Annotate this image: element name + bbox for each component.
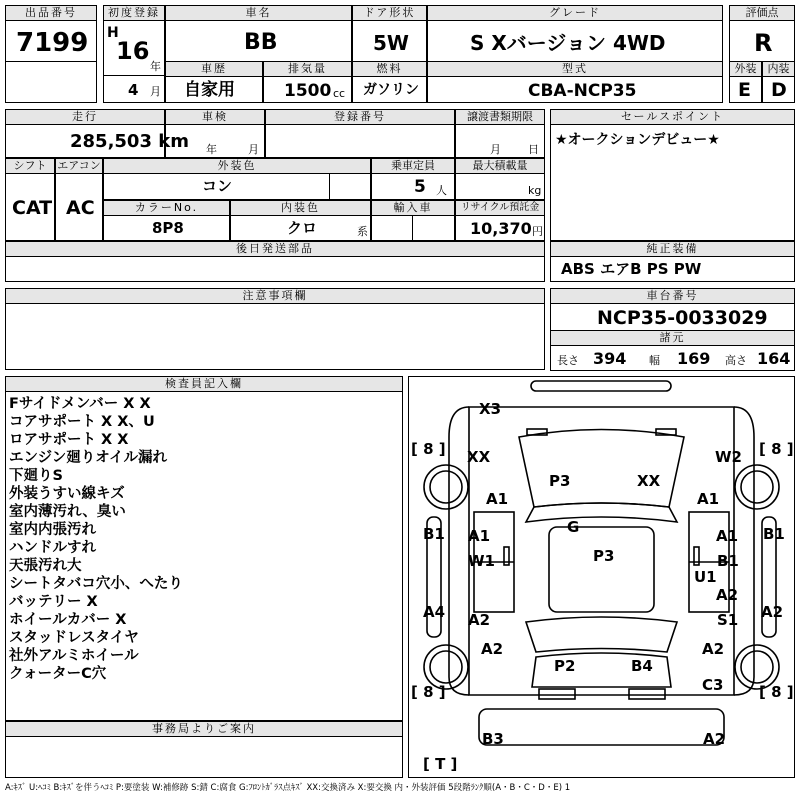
label-c3: C3 (702, 676, 724, 694)
label-a2-right: A2 (761, 603, 784, 621)
fuel-label: 燃料 (352, 61, 427, 77)
right-tail (629, 689, 665, 699)
interior-label: 内装 (762, 61, 795, 77)
inspector-note: 外装うすい線キズ (9, 486, 125, 502)
inspector-label: 検査員記入欄 (5, 376, 403, 392)
width-value: 169 (677, 349, 711, 368)
ac-label: エアコン (55, 158, 103, 174)
reg-no-box (265, 124, 455, 158)
inspection-year: 年 (206, 143, 217, 156)
int-color-value: クロ (287, 219, 318, 237)
model-label: 型式 (427, 61, 723, 77)
length-label: 長さ (557, 354, 579, 367)
capacity-box (371, 173, 455, 200)
label-p3-top: P3 (549, 472, 571, 490)
label-xx-left: XX (467, 448, 491, 466)
fuel-value: ガソリン (363, 82, 419, 98)
door-value: 5W (373, 31, 409, 55)
import-label: 輸入車 (371, 200, 455, 216)
inspector-note: 天張汚れ大 (9, 558, 82, 574)
sales-point-label: セールスポイント (550, 109, 795, 125)
door-label: ドア形状 (352, 5, 427, 21)
exterior-box (729, 76, 762, 103)
ext-color-value: コン (202, 177, 233, 195)
inspection-month: 月 (248, 143, 259, 156)
sales-point-text: ★オークションデビュー★ (555, 132, 720, 148)
displacement-unit: cc (333, 87, 346, 100)
int-color-label: 内装色 (230, 200, 371, 216)
length-value: 394 (593, 349, 627, 368)
inspector-note: エンジン廻りオイル漏れ (9, 450, 168, 466)
car-name-box (165, 20, 352, 62)
chassis-value: NCP35-0033029 (597, 307, 768, 329)
car-name: BB (244, 30, 278, 55)
exterior-value: E (738, 79, 751, 101)
label-a2-rd: A2 (716, 586, 739, 604)
era-letter: H (107, 25, 119, 41)
inspector-box (5, 391, 403, 721)
max-load-label: 最大積載量 (455, 158, 545, 174)
label-a1-ld: A1 (468, 527, 491, 545)
inspector-note: シートタバコ穴小、へたり (9, 576, 183, 592)
first-reg-month-box (103, 75, 165, 103)
inspector-note: ハンドルすれ (9, 540, 96, 556)
max-load-unit: kg (528, 184, 542, 197)
equipment-box (550, 256, 795, 282)
history-value: 自家用 (184, 80, 235, 100)
rear-glass (526, 617, 677, 652)
grade-label: グレード (427, 5, 723, 21)
inspector-note: クォーターC穴 (9, 666, 107, 682)
fuel-box (352, 76, 427, 103)
displacement-value: 1500 (284, 81, 332, 101)
label-p3-mid: P3 (593, 547, 615, 565)
later-parts-label: 後日発送部品 (5, 241, 545, 257)
office-label: 事務局よりご案内 (5, 721, 403, 737)
specs-label: 諸元 (550, 330, 795, 346)
legend: A:ｷｽﾞ U:ﾍｺﾐ B:ｷｽﾞを伴うﾍｺﾐ P:要塗装 W:補修跡 S:錆 C:腐食 G:ﾌﾛﾝﾄｶﾞﾗｽ点ｷｽﾞ XX:交換済み X:要交換 内・外装評価 5段階ﾗﾝｸ順(A・B・C・D・E) 1 (5, 783, 571, 793)
import-box-1 (371, 215, 413, 241)
damage-diagram (408, 376, 795, 778)
grade-box (427, 20, 723, 62)
inspector-note: コアサポート X X、U (9, 414, 155, 430)
transfer-label: 譲渡書類期限 (455, 109, 545, 125)
score-label: 評価点 (729, 5, 795, 21)
transfer-day: 日 (528, 143, 539, 156)
height-label: 高さ (725, 354, 747, 367)
capacity-unit: 人 (436, 184, 447, 197)
ext-color-extra (329, 173, 371, 200)
label-x3: X3 (479, 400, 502, 418)
office-box (5, 736, 403, 778)
lot-number-box (5, 20, 97, 62)
displacement-label: 排気量 (263, 61, 352, 77)
equipment-text: ABS エアB PS PW (561, 260, 702, 278)
first-reg-year-box (103, 20, 165, 76)
height-value: 164 (757, 349, 791, 368)
mileage-value: 285,503 km (70, 131, 189, 152)
inspector-notes (9, 395, 183, 683)
chassis-box (550, 303, 795, 331)
first-reg-year: 16 (116, 37, 150, 65)
color-no-label: カラーNo. (103, 200, 230, 216)
lot-number: 7199 (16, 28, 89, 58)
label-b1-left: B1 (423, 525, 445, 543)
month-unit: 月 (150, 85, 161, 98)
shift-label: シフト (5, 158, 55, 174)
front-bumper (531, 381, 671, 391)
year-unit: 年 (150, 60, 161, 73)
label-b4: B4 (631, 657, 653, 675)
inspector-note: Fサイドメンバー X X (9, 396, 151, 412)
inspector-note: ホイールカバー X (9, 612, 127, 628)
lot-number-label: 出品番号 (5, 5, 97, 21)
exterior-label: 外装 (729, 61, 762, 77)
score-value: R (754, 29, 773, 57)
label-xx-mid: XX (637, 472, 661, 490)
chassis-label: 車台番号 (550, 288, 795, 304)
tire-tread-fl: [ 8 ] (411, 440, 446, 458)
later-parts-box (5, 256, 545, 282)
capacity-value: 5 (414, 177, 426, 197)
car-name-label: 車名 (165, 5, 352, 21)
tire-tread-fr: [ 8 ] (759, 440, 794, 458)
car-outline (409, 377, 794, 777)
inspector-note: 社外アルミホイール (9, 648, 139, 664)
equipment-label: 純正装備 (550, 241, 795, 257)
caution-box (5, 303, 545, 370)
transfer-month: 月 (490, 143, 501, 156)
width-label: 幅 (649, 354, 660, 367)
history-label: 車歴 (165, 61, 263, 77)
door-box (352, 20, 427, 62)
specs-box (550, 345, 795, 371)
roof (549, 527, 654, 612)
ext-color-label: 外装色 (103, 158, 371, 174)
label-p2: P2 (554, 657, 576, 675)
tire-tread-rl: [ 8 ] (411, 683, 446, 701)
ext-color-box (103, 173, 330, 200)
int-color-box (230, 215, 371, 241)
first-reg-label: 初度登録 (103, 5, 165, 21)
mileage-box (5, 124, 189, 158)
import-box-2 (412, 215, 455, 241)
reg-no-label: 登録番号 (265, 109, 455, 125)
tire-tread-rr: [ 8 ] (759, 683, 794, 701)
model-value: CBA-NCP35 (528, 81, 637, 101)
recycle-label: リサイクル預託金 (455, 200, 545, 216)
label-a1-rf: A1 (697, 490, 720, 508)
displacement-box (263, 76, 352, 103)
label-a2-left: A2 (468, 611, 491, 629)
inspector-note: スタッドレスタイヤ (9, 630, 139, 646)
sales-point-box (550, 124, 795, 241)
label-a1-lf: A1 (486, 490, 509, 508)
max-load-box (455, 173, 545, 200)
recycle-unit: 円 (532, 225, 543, 238)
label-w2: W2 (715, 448, 742, 466)
inspector-note: 下廻りS (9, 468, 63, 484)
int-color-unit: 系 (357, 225, 368, 238)
label-a1-rd: A1 (716, 527, 739, 545)
inspector-note: 室内薄汚れ、臭い (9, 504, 126, 520)
label-b1-rd: B1 (717, 552, 739, 570)
ac-box (55, 173, 103, 241)
interior-value: D (771, 79, 787, 101)
label-u1: U1 (694, 568, 717, 586)
spare-tire: [ T ] (423, 755, 458, 773)
label-s1: S1 (717, 611, 739, 629)
recycle-value: 10,370 (470, 219, 532, 238)
interior-box (762, 76, 795, 103)
inspector-note: 室内内張汚れ (9, 522, 96, 538)
inspection-box (165, 124, 265, 158)
score-box (729, 20, 795, 62)
caution-label: 注意事項欄 (5, 288, 545, 304)
recycle-box (455, 215, 545, 241)
hood (519, 430, 684, 508)
lot-number-blank (5, 61, 97, 103)
label-w1: W1 (468, 552, 495, 570)
ac-value: AC (66, 197, 95, 219)
grade-value: S Xバージョン 4WD (470, 31, 666, 55)
color-no-box (103, 215, 230, 241)
first-reg-month: 4 (128, 81, 139, 99)
label-a2-bottom: A2 (703, 730, 726, 748)
shift-value: CAT (12, 197, 53, 219)
model-box (427, 76, 723, 103)
capacity-label: 乗車定員 (371, 158, 455, 174)
rear-bumper (479, 709, 726, 748)
shift-box (5, 173, 55, 241)
transfer-box (455, 124, 545, 158)
inspector-note: ロアサポート X X (9, 432, 129, 448)
windshield (526, 503, 677, 522)
label-b3: B3 (482, 730, 504, 748)
history-box (165, 76, 263, 103)
label-b1-right: B1 (763, 525, 785, 543)
left-tail (539, 689, 575, 699)
label-a2-rr: A2 (702, 640, 725, 658)
color-no-value: 8P8 (152, 219, 184, 237)
inspector-note: バッテリー X (9, 594, 98, 610)
inspection-label: 車検 (165, 109, 265, 125)
label-a2-lr: A2 (481, 640, 504, 658)
mileage-label: 走行 (5, 109, 165, 125)
label-a4: A4 (423, 603, 446, 621)
label-g: G (567, 518, 580, 536)
